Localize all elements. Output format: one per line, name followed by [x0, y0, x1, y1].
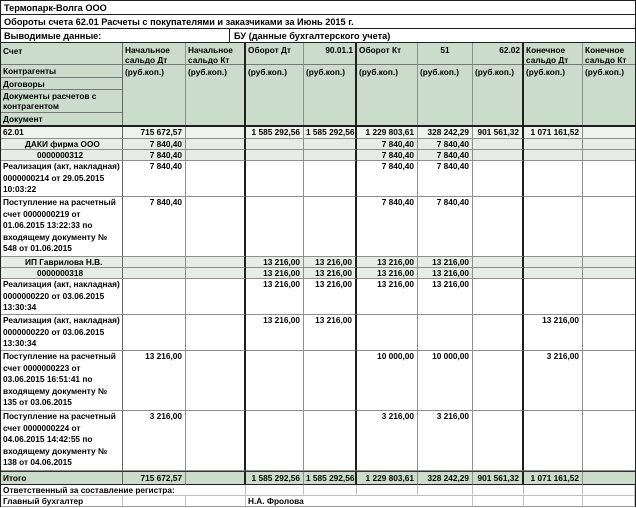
amount-cell[interactable]: 10 000,00 [357, 351, 418, 411]
amount-cell[interactable]: 10 000,00 [418, 351, 473, 411]
amount-cell[interactable]: 13 216,00 [246, 268, 304, 279]
amount-cell[interactable]: 13 216,00 [246, 279, 304, 315]
amount-cell[interactable] [583, 197, 635, 257]
row-label[interactable]: Итого [1, 472, 123, 485]
table-row-document [1, 411, 635, 471]
cell[interactable] [418, 485, 473, 496]
amount-cell[interactable] [304, 351, 357, 411]
header-col-unit: (руб.коп.) [420, 67, 459, 77]
amount-cell[interactable]: 7 840,40 [418, 139, 473, 150]
header-col-62-02[interactable] [473, 43, 524, 125]
amount-cell[interactable] [246, 351, 304, 411]
cell[interactable] [473, 485, 524, 496]
amount-cell[interactable]: 13 216,00 [418, 268, 473, 279]
row-label[interactable]: Реализация (акт, накладная) 0000000220 от 03.06.2015 13:30:34 [1, 279, 123, 315]
amount-cell[interactable]: 7 840,40 [357, 150, 418, 161]
footer-responsible-row [1, 485, 635, 496]
amount-cell[interactable]: 13 216,00 [357, 279, 418, 315]
amount-cell[interactable] [357, 315, 418, 351]
table-row-contractor [1, 139, 635, 150]
amount-cell[interactable] [473, 279, 524, 315]
header-col-title: 90.01.1 [304, 43, 355, 65]
amount-cell[interactable]: 13 216,00 [524, 315, 583, 351]
amount-cell[interactable] [583, 315, 635, 351]
amount-cell[interactable]: 13 216,00 [123, 351, 186, 411]
amount-cell[interactable]: 1 585 292,56 [304, 472, 357, 485]
amount-cell[interactable] [473, 351, 524, 411]
header-level-contracts[interactable]: Договоры [1, 78, 122, 90]
amount-cell[interactable] [186, 315, 246, 351]
amount-cell[interactable] [304, 411, 357, 471]
table-row-contractor [1, 257, 635, 268]
table-row-document [1, 197, 635, 257]
row-label[interactable]: 62.01 [1, 127, 123, 139]
amount-cell[interactable] [583, 279, 635, 315]
amount-cell[interactable]: 1 585 292,56 [246, 472, 304, 485]
amount-cell[interactable] [186, 411, 246, 471]
amount-cell[interactable]: 715 672,57 [123, 472, 186, 485]
amount-cell[interactable] [123, 257, 186, 268]
amount-cell[interactable] [473, 411, 524, 471]
amount-cell[interactable] [186, 472, 246, 485]
amount-cell[interactable]: 7 840,40 [123, 150, 186, 161]
amount-cell[interactable]: 1 229 803,61 [357, 127, 418, 139]
amount-cell[interactable]: 7 840,40 [123, 139, 186, 150]
amount-cell[interactable] [583, 472, 635, 485]
table-row-document [1, 315, 635, 351]
cell[interactable] [123, 496, 186, 507]
header-col-unit: (руб.коп.) [526, 67, 565, 77]
amount-cell[interactable] [524, 257, 583, 268]
amount-cell[interactable]: 13 216,00 [246, 315, 304, 351]
amount-cell[interactable]: 3 216,00 [123, 411, 186, 471]
row-label[interactable]: ДАКИ фирма ООО [1, 139, 123, 150]
cell[interactable] [524, 496, 583, 507]
amount-cell[interactable]: 1 071 161,52 [524, 472, 583, 485]
output-data-value-cell[interactable]: БУ (данные бухгалтерского учета) [229, 28, 636, 43]
header-col-title: Конечное сальдо Кт [583, 43, 635, 65]
amount-cell[interactable]: 1 229 803,61 [357, 472, 418, 485]
amount-cell[interactable] [473, 315, 524, 351]
amount-cell[interactable] [246, 197, 304, 257]
cell[interactable] [186, 496, 246, 507]
row-label[interactable]: Поступление на расчетный счет 0000000224 от 04.06.2015 14:42:55 по входящему документу № 138 от 04.06.2015 [1, 411, 123, 471]
header-col-title: 51 [418, 43, 472, 65]
table-row-account [1, 127, 635, 139]
table-row-contract [1, 268, 635, 279]
row-label[interactable]: Поступление на расчетный счет 0000000223 от 03.06.2015 16:51:41 по входящему документу № 135 от 03.06.2015 [1, 351, 123, 411]
amount-cell[interactable] [473, 161, 524, 197]
amount-cell[interactable] [123, 315, 186, 351]
accountant-name[interactable]: Н.А. Фролова [246, 496, 473, 507]
amount-cell[interactable]: 7 840,40 [418, 150, 473, 161]
header-col-title: 62.02 [473, 43, 522, 65]
header-level-settlement-docs[interactable]: Документы расчетов с контрагентом [1, 90, 122, 113]
amount-cell[interactable] [524, 279, 583, 315]
cell[interactable] [357, 485, 418, 496]
cell[interactable] [583, 496, 635, 507]
amount-cell[interactable] [186, 127, 246, 139]
amount-cell[interactable] [473, 268, 524, 279]
amount-cell[interactable] [473, 139, 524, 150]
position-label[interactable]: Главный бухгалтер [1, 496, 123, 507]
amount-cell[interactable] [186, 351, 246, 411]
amount-cell[interactable] [583, 268, 635, 279]
amount-cell[interactable]: 13 216,00 [418, 279, 473, 315]
amount-cell[interactable] [583, 150, 635, 161]
header-col-title: Начальное сальдо Кт [186, 43, 244, 65]
amount-cell[interactable]: 901 561,32 [473, 472, 524, 485]
amount-cell[interactable] [473, 150, 524, 161]
company-name-cell[interactable]: Термопарк-Волга ООО [0, 0, 636, 15]
header-col-unit: (руб.коп.) [475, 67, 514, 77]
amount-cell[interactable] [583, 139, 635, 150]
amount-cell[interactable] [186, 139, 246, 150]
amount-cell[interactable] [246, 139, 304, 150]
amount-cell[interactable]: 7 840,40 [357, 197, 418, 257]
amount-cell[interactable]: 1 585 292,56 [304, 127, 357, 139]
amount-cell[interactable]: 328 242,29 [418, 127, 473, 139]
amount-cell[interactable]: 7 840,40 [418, 197, 473, 257]
header-col-90-01-1[interactable] [304, 43, 357, 125]
amount-cell[interactable]: 901 561,32 [473, 127, 524, 139]
amount-cell[interactable]: 715 672,57 [123, 127, 186, 139]
amount-cell[interactable] [524, 197, 583, 257]
amount-cell[interactable]: 328 242,29 [418, 472, 473, 485]
amount-cell[interactable]: 7 840,40 [123, 197, 186, 257]
output-data-label-cell[interactable]: Выводимые данные: [0, 28, 230, 43]
report-table [0, 43, 636, 507]
amount-cell[interactable]: 1 585 292,56 [246, 127, 304, 139]
header-col-turnover-credit[interactable] [357, 43, 418, 125]
amount-cell[interactable] [583, 351, 635, 411]
amount-cell[interactable] [123, 268, 186, 279]
amount-cell[interactable]: 3 216,00 [524, 351, 583, 411]
amount-cell[interactable] [418, 315, 473, 351]
row-label[interactable]: ИП Гаврилова Н.В. [1, 257, 123, 268]
cell[interactable] [304, 485, 357, 496]
header-col-unit: (руб.коп.) [306, 67, 345, 77]
amount-cell[interactable]: 13 216,00 [418, 257, 473, 268]
amount-cell[interactable] [186, 150, 246, 161]
amount-cell[interactable] [186, 257, 246, 268]
table-row-document [1, 279, 635, 315]
header-col-unit: (руб.коп.) [125, 67, 164, 77]
amount-cell[interactable] [246, 161, 304, 197]
header-col-51[interactable] [418, 43, 473, 125]
header-account-label[interactable]: Счет [1, 43, 122, 65]
header-col-closing-credit[interactable] [583, 43, 635, 125]
amount-cell[interactable] [123, 279, 186, 315]
amount-cell[interactable] [524, 161, 583, 197]
amount-cell[interactable]: 7 840,40 [123, 161, 186, 197]
cell[interactable] [583, 485, 635, 496]
amount-cell[interactable] [524, 150, 583, 161]
amount-cell[interactable] [246, 411, 304, 471]
row-label[interactable]: Реализация (акт, накладная) 0000000214 от 29.05.2015 10:03:22 [1, 161, 123, 197]
amount-cell[interactable] [186, 197, 246, 257]
row-label[interactable]: Реализация (акт, накладная) 0000000220 от 03.06.2015 13:30:34 [1, 315, 123, 351]
header-col-unit: (руб.коп.) [248, 67, 287, 77]
amount-cell[interactable] [186, 279, 246, 315]
row-label[interactable]: Поступление на расчетный счет 0000000219 от 01.06.2015 13:22:33 по входящему документу № 548 от 01.06.2015 [1, 197, 123, 257]
table-row-document [1, 161, 635, 197]
table-row-total [1, 471, 635, 485]
footer-signature-row [1, 496, 635, 507]
cell[interactable] [473, 496, 524, 507]
amount-cell[interactable] [583, 411, 635, 471]
amount-cell[interactable] [473, 197, 524, 257]
amount-cell[interactable] [524, 411, 583, 471]
header-account-column [1, 43, 123, 125]
header-col-title: Оборот Кт [357, 43, 417, 65]
amount-cell[interactable] [524, 268, 583, 279]
amount-cell[interactable]: 13 216,00 [304, 268, 357, 279]
report-title-cell[interactable]: Обороты счета 62.01 Расчеты с покупателями и заказчиками за Июнь 2015 г. [0, 14, 636, 29]
header-col-title: Начальное сальдо Дт [123, 43, 185, 65]
amount-cell[interactable] [304, 139, 357, 150]
amount-cell[interactable]: 7 840,40 [418, 161, 473, 197]
amount-cell[interactable] [473, 257, 524, 268]
table-header [1, 43, 635, 127]
amount-cell[interactable] [246, 150, 304, 161]
header-col-unit: (руб.коп.) [359, 67, 398, 77]
amount-cell[interactable]: 13 216,00 [304, 257, 357, 268]
amount-cell[interactable]: 7 840,40 [357, 139, 418, 150]
table-row-contract [1, 150, 635, 161]
header-col-opening-credit[interactable] [186, 43, 246, 125]
cell[interactable] [524, 485, 583, 496]
header-col-closing-debit[interactable] [524, 43, 583, 125]
row-label[interactable]: 0000000318 [1, 268, 123, 279]
amount-cell[interactable] [304, 150, 357, 161]
amount-cell[interactable]: 13 216,00 [357, 268, 418, 279]
output-data-row [0, 28, 636, 43]
amount-cell[interactable]: 13 216,00 [304, 279, 357, 315]
header-col-title: Оборот Дт [246, 43, 303, 65]
header-level-document[interactable]: Документ [3, 114, 43, 124]
amount-cell[interactable] [583, 257, 635, 268]
cell[interactable] [246, 485, 304, 496]
header-col-unit: (руб.коп.) [188, 67, 227, 77]
amount-cell[interactable]: 3 216,00 [357, 411, 418, 471]
table-row-document [1, 351, 635, 411]
responsible-label[interactable]: Ответственный за составление регистра: [1, 485, 246, 496]
row-label[interactable]: 0000000312 [1, 150, 123, 161]
amount-cell[interactable]: 1 071 161,52 [524, 127, 583, 139]
amount-cell[interactable]: 13 216,00 [246, 257, 304, 268]
header-col-opening-debit[interactable] [123, 43, 186, 125]
amount-cell[interactable]: 13 216,00 [357, 257, 418, 268]
header-col-turnover-debit[interactable] [246, 43, 304, 125]
amount-cell[interactable]: 3 216,00 [418, 411, 473, 471]
amount-cell[interactable] [304, 161, 357, 197]
header-col-unit: (руб.коп.) [585, 67, 624, 77]
amount-cell[interactable] [186, 268, 246, 279]
amount-cell[interactable] [583, 161, 635, 197]
amount-cell[interactable]: 13 216,00 [304, 315, 357, 351]
amount-cell[interactable] [304, 197, 357, 257]
amount-cell[interactable] [186, 161, 246, 197]
header-col-title: Конечное сальдо Дт [524, 43, 582, 65]
amount-cell[interactable] [583, 127, 635, 139]
amount-cell[interactable]: 7 840,40 [357, 161, 418, 197]
header-level-contractors[interactable]: Контрагенты [1, 65, 122, 78]
amount-cell[interactable] [524, 139, 583, 150]
